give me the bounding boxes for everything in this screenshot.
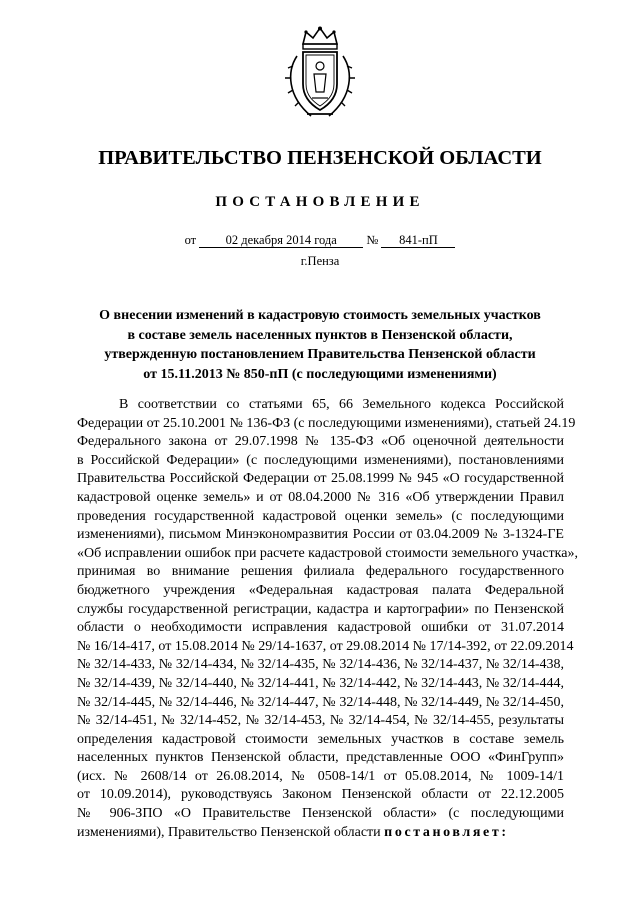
body-line: № 32/14-433, № 32/14-434, № 32/14-435, № 32/14-436, № 32/14-437, № 32/14-438, bbox=[77, 657, 564, 673]
body-line: в Российской Федерации» (с последующими изменениями), постановлениями bbox=[77, 452, 564, 468]
body-line: № 16/14-417, от 15.08.2014 № 29/14-1637, от 29.08.2014 № 17/14-392, от 22.09.2014 bbox=[77, 638, 574, 654]
body-line: изменениями), письмом Минэкономразвития России от 03.04.2009 № 3-1324-ГЕ bbox=[77, 527, 564, 543]
body-line: № 906-ЗПО «О Правительстве Пензенской области» (с последующими bbox=[77, 806, 564, 822]
resolve-word: постановляет: bbox=[384, 824, 509, 840]
body-line: от 10.09.2014), руководствуясь Законом Пензенской области от 22.12.2005 bbox=[77, 787, 564, 803]
document-type: ПОСТАНОВЛЕНИЕ bbox=[215, 194, 425, 210]
body-line: № 32/14-445, № 32/14-446, № 32/14-447, № 32/14-448, № 32/14-449, № 32/14-450, bbox=[77, 694, 564, 710]
document-date: 02 декабря 2014 года bbox=[199, 234, 363, 248]
government-title: ПРАВИТЕЛЬСТВО ПЕНЗЕНСКОЙ ОБЛАСТИ bbox=[98, 147, 542, 169]
body-line: населенных пунктов Пензенской области, представленные ООО «ФинГрупп» bbox=[77, 750, 564, 766]
body-line: Правительства Российской Федерации от 25.08.1999 № 945 «О государственной bbox=[77, 471, 564, 487]
subject-line: утвержденную постановлением Правительства Пензенской области bbox=[104, 347, 536, 363]
body-line: Федерации от 25.10.2001 № 136-ФЗ (с последующими изменениями), статьей 24.19 bbox=[77, 415, 576, 431]
body-line: «Об исправлении ошибок при расчете кадастровой стоимости земельного участка», bbox=[77, 545, 578, 561]
body-line: области о необходимости исправления кадастровой ошибки от 31.07.2014 bbox=[77, 620, 564, 636]
city: г.Пенза bbox=[300, 254, 340, 268]
document-number: 841-пП bbox=[381, 234, 455, 248]
body-line: определения кадастровой стоимости земельных участков в составе земель bbox=[77, 731, 564, 747]
final-line-text: изменениями), Правительство Пензенской области bbox=[77, 824, 381, 840]
body-line: В соответствии со статьями 65, 66 Земельного кодекса Российской bbox=[119, 397, 564, 412]
body-line: проведения государственной кадастровой оценки земель» (с последующими bbox=[77, 508, 564, 524]
subject-line: О внесении изменений в кадастровую стоимость земельных участков bbox=[99, 308, 541, 323]
coat-of-arms-icon bbox=[281, 26, 359, 122]
subject-line: в составе земель населенных пунктов в Пензенской области, bbox=[127, 327, 513, 343]
body-line: № 32/14-439, № 32/14-440, № 32/14-441, № 32/14-442, № 32/14-443, № 32/14-444, bbox=[77, 675, 564, 691]
date-number-line bbox=[0, 233, 640, 248]
number-label: № bbox=[366, 233, 379, 247]
body-line: (исх. № 2608/14 от 26.08.2014, № 0508-14/1 от 05.08.2014, № 1009-14/1 bbox=[77, 768, 564, 784]
document-subject bbox=[50, 306, 590, 385]
body-line: № 32/14-451, № 32/14-452, № 32/14-453, № 32/14-454, № 32/14-455, результаты bbox=[77, 713, 564, 729]
body-line: Федерального закона от 29.07.1998 № 135-ФЗ «Об оценочной деятельности bbox=[77, 434, 564, 450]
body-paragraph bbox=[77, 396, 578, 842]
body-line-final bbox=[77, 824, 564, 843]
body-line: службы государственной регистрации, кадастра и картографии» по Пензенской bbox=[77, 601, 564, 617]
body-line: бюджетного учреждения «Федеральная кадастровая палата Федеральной bbox=[77, 582, 564, 598]
from-label: от bbox=[184, 233, 197, 247]
body-line: принимая во внимание решения филиала федерального государственного bbox=[77, 564, 564, 580]
subject-line: от 15.11.2013 № 850-пП (с последующими изменениями) bbox=[143, 367, 497, 383]
body-line: кадастровой оценке земель» и от 08.04.2000 № 316 «Об утверждении Правил bbox=[77, 489, 564, 505]
